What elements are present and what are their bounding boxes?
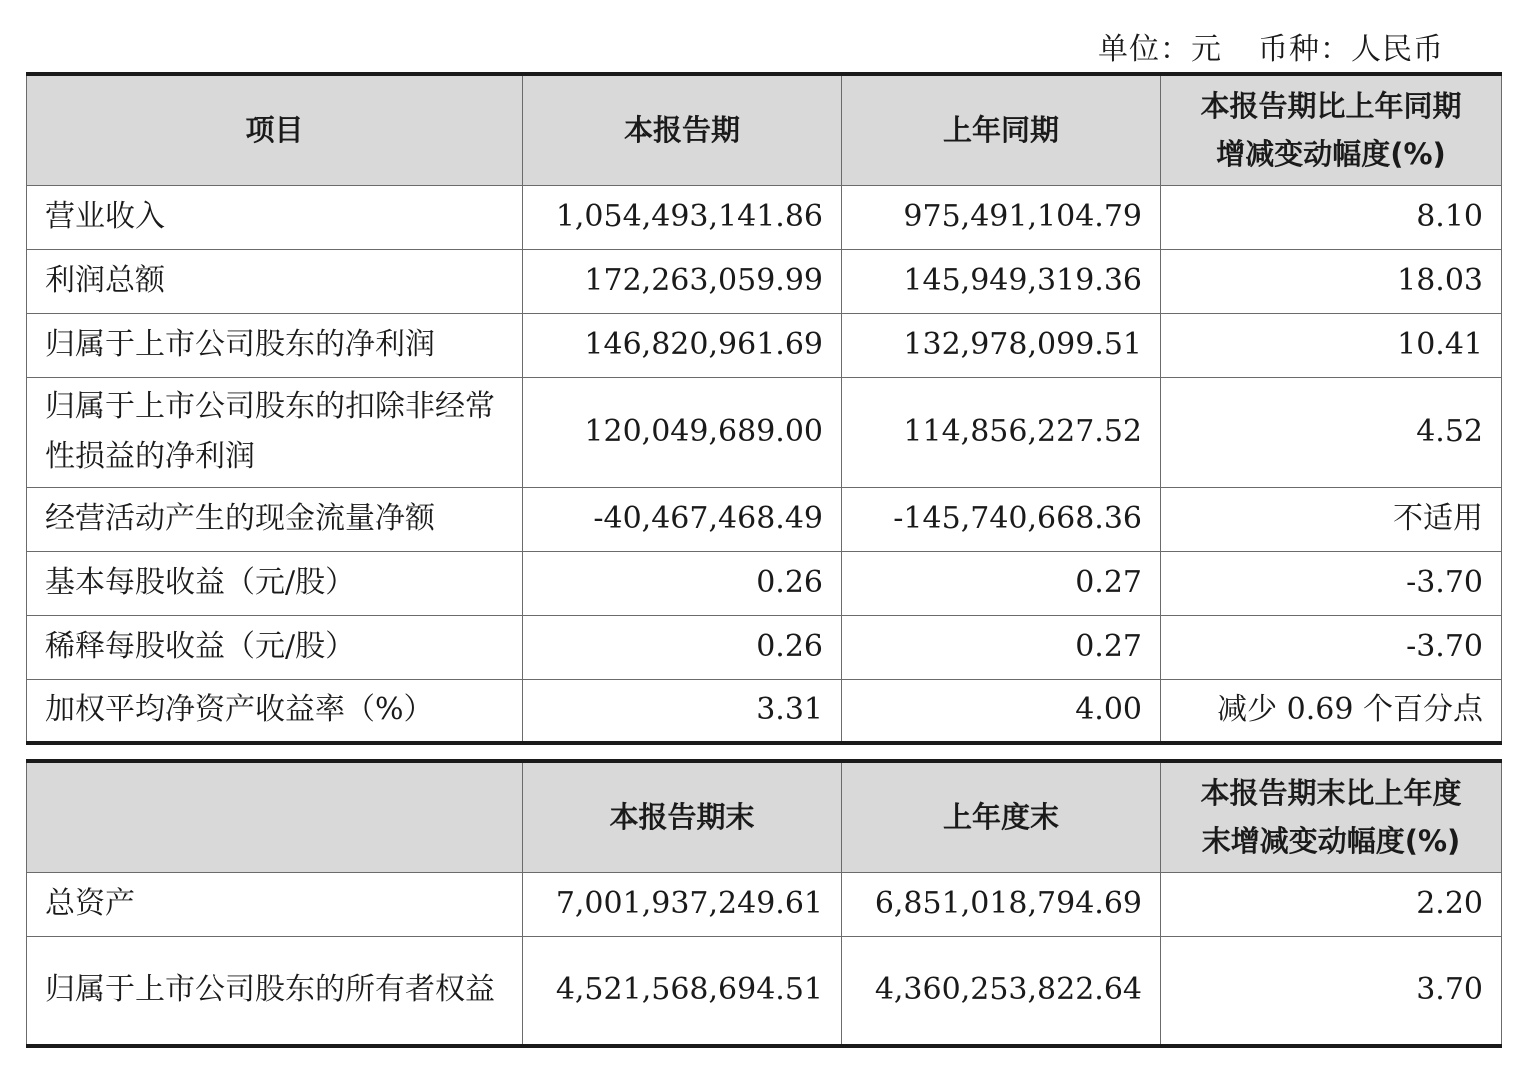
current-value: 146,820,961.69: [523, 313, 842, 377]
header-change-pct: [1161, 74, 1502, 185]
change-value: 3.70: [1161, 936, 1502, 1046]
prior-value: 132,978,099.51: [842, 313, 1161, 377]
prior-value: 145,949,319.36: [842, 249, 1161, 313]
header-period-end: 本报告期末: [523, 761, 842, 872]
change-value: 10.41: [1161, 313, 1502, 377]
table-row: [27, 872, 1502, 936]
unit-label: 单位：元: [1098, 32, 1222, 67]
row-label: 稀释每股收益（元/股）: [27, 615, 523, 679]
row-label: 基本每股收益（元/股）: [27, 551, 523, 615]
change-value: -3.70: [1161, 615, 1502, 679]
income-indicators-table: [26, 72, 1502, 745]
balance-indicators-table: [26, 759, 1502, 1048]
current-value: 4,521,568,694.51: [523, 936, 842, 1046]
table-header-row: [27, 761, 1502, 872]
header-change-line1: 本报告期末比上年度: [1200, 776, 1462, 811]
table-row: [27, 936, 1502, 1046]
table-row: [27, 487, 1502, 551]
row-label: 加权平均净资产收益率（%）: [27, 679, 523, 743]
header-item: 项目: [27, 74, 523, 185]
change-value: 8.10: [1161, 185, 1502, 249]
header-current-period: 本报告期: [523, 74, 842, 185]
header-item-blank: [27, 761, 523, 872]
change-value: 减少 0.69 个百分点: [1161, 679, 1502, 743]
table-header-row: [27, 74, 1502, 185]
current-value: 1,054,493,141.86: [523, 185, 842, 249]
prior-value: -145,740,668.36: [842, 487, 1161, 551]
current-value: 0.26: [523, 615, 842, 679]
prior-value: 6,851,018,794.69: [842, 872, 1161, 936]
header-change-line2: 增减变动幅度(%): [1216, 137, 1446, 172]
row-label: 归属于上市公司股东的净利润: [27, 313, 523, 377]
current-value: 120,049,689.00: [523, 377, 842, 487]
current-value: 172,263,059.99: [523, 249, 842, 313]
current-value: 3.31: [523, 679, 842, 743]
table-row: [27, 377, 1502, 487]
current-value: 0.26: [523, 551, 842, 615]
change-value: -3.70: [1161, 551, 1502, 615]
table-row: [27, 551, 1502, 615]
row-label: 归属于上市公司股东的所有者权益: [27, 936, 523, 1046]
current-value: -40,467,468.49: [523, 487, 842, 551]
current-value: 7,001,937,249.61: [523, 872, 842, 936]
change-value: 18.03: [1161, 249, 1502, 313]
table-row: [27, 313, 1502, 377]
prior-value: 975,491,104.79: [842, 185, 1161, 249]
table-row: [27, 185, 1502, 249]
table-row: [27, 679, 1502, 743]
row-label: 总资产: [27, 872, 523, 936]
prior-value: 4.00: [842, 679, 1161, 743]
table-row: [27, 249, 1502, 313]
row-label: 营业收入: [27, 185, 523, 249]
row-label: 经营活动产生的现金流量净额: [27, 487, 523, 551]
prior-value: 114,856,227.52: [842, 377, 1161, 487]
change-value: 不适用: [1161, 487, 1502, 551]
row-label: 利润总额: [27, 249, 523, 313]
change-value: 2.20: [1161, 872, 1502, 936]
row-label: 归属于上市公司股东的扣除非经常性损益的净利润: [27, 377, 523, 487]
header-change-pct: [1161, 761, 1502, 872]
prior-value: 0.27: [842, 615, 1161, 679]
header-change-line1: 本报告期比上年同期: [1200, 89, 1462, 124]
unit-currency-note: [1098, 24, 1444, 68]
header-prior-period: 上年同期: [842, 74, 1161, 185]
table-row: [27, 615, 1502, 679]
header-prior-year-end: 上年度末: [842, 761, 1161, 872]
header-change-line2: 末增减变动幅度(%): [1201, 824, 1461, 859]
currency-label: 币种：人民币: [1258, 32, 1444, 67]
change-value: 4.52: [1161, 377, 1502, 487]
prior-value: 4,360,253,822.64: [842, 936, 1161, 1046]
prior-value: 0.27: [842, 551, 1161, 615]
